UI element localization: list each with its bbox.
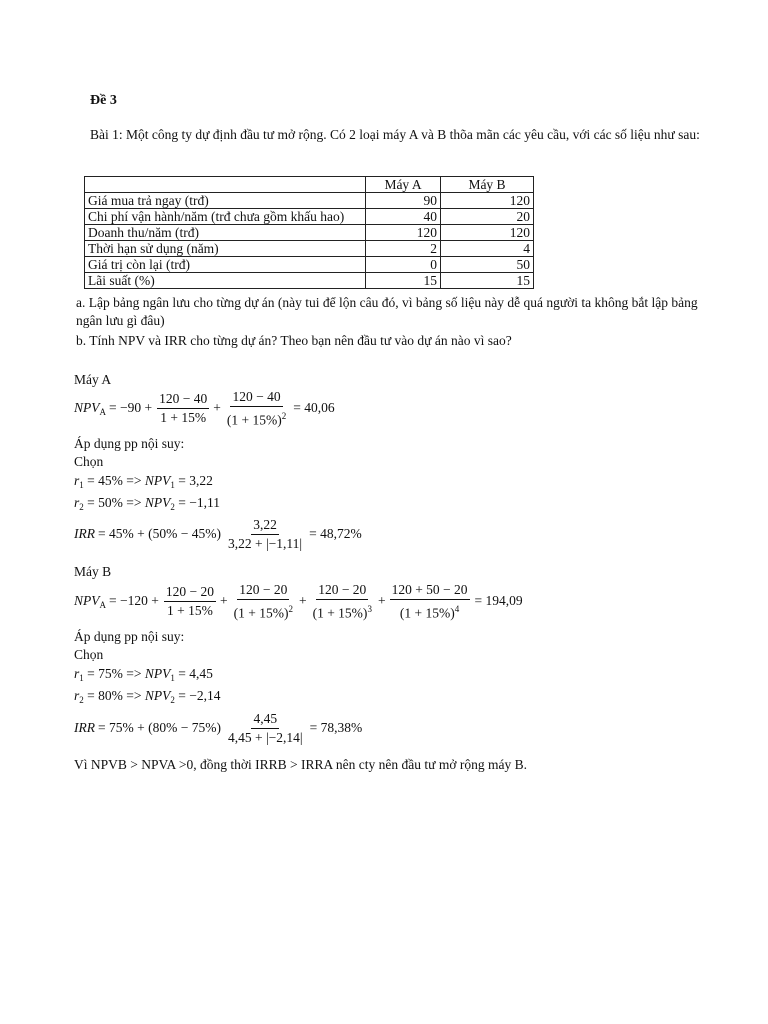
machine-a-npv-equation: $NPV_A$ = −90 + $\frac{120 - 40}{1 + 15\%}$ + $\frac{120 - 40}{(1 + 15\%)^2}$ = 40,06: [74, 389, 335, 428]
method-label: Áp dụng pp nội suy:: [74, 629, 185, 644]
conclusion: Vì NPVB > NPVA >0, đồng thời IRRB > IRRA nên cty nên đầu tư mở rộng máy B.: [74, 757, 527, 772]
machine-a-label: Máy A: [74, 372, 112, 387]
table-cell: 120: [441, 225, 534, 241]
fraction: $\frac{120 - 20}{(1 + 15\%)^2}$: [233, 582, 293, 621]
choose-label: Chọn: [74, 647, 104, 662]
table-cell: 15: [441, 273, 534, 289]
fraction: $\frac{120 - 20}{(1 + 15\%)^3}$: [312, 582, 372, 621]
table-cell: 0: [366, 257, 441, 273]
table-row: [85, 273, 534, 289]
table-row: [85, 209, 534, 225]
table-cell: 2: [366, 241, 441, 257]
problem-intro: Bài 1: Một công ty dự định đầu tư mở rộng. Có 2 loại máy A và B thõa mãn các yêu cầu, với các số liệu như sau:: [90, 127, 700, 142]
machine-b-irr-equation: IRR = 75% + (80% − 75%) $\frac{4,45}{4,45 + |-2,14|}$ = 78,38%: [74, 711, 363, 745]
document-heading: Đề 3: [90, 93, 117, 108]
fraction: $\frac{4,45}{4,45 + |-2,14|}$: [227, 711, 303, 745]
npv-symbol: $NPV_A$: [74, 399, 106, 417]
table-cell: Doanh thu/năm (trđ): [85, 225, 366, 241]
fraction: $\frac{120 + 50 - 20}{(1 + 15\%)^4}$: [391, 582, 468, 621]
rate-2-line: $r_2 = 80\% => NPV_2 = -2,14$: [74, 688, 221, 705]
table-row: [85, 225, 534, 241]
fraction: $\frac{120 - 40}{(1 + 15\%)^2}$: [226, 389, 287, 428]
table-cell: 120: [366, 225, 441, 241]
rate-2-line: $r_2 = 50\% => NPV_2 = -1,11$: [74, 495, 220, 512]
table-cell: 120: [441, 193, 534, 209]
table-cell: 15: [366, 273, 441, 289]
table-cell: Giá trị còn lại (trđ): [85, 257, 366, 273]
fraction: $\frac{120 - 20}{1 + 15\%}$: [165, 584, 214, 619]
table-row: [85, 241, 534, 257]
machine-data-table: [84, 176, 534, 289]
method-label: Áp dụng pp nội suy:: [74, 436, 185, 451]
question-a: a. Lập bảng ngân lưu cho từng dự án (này tui để lộn câu đó, vì bảng số liệu này dễ quá người ta không bắt lập bảng ngân lưu gì đâu): [76, 295, 698, 328]
table-cell: 50: [441, 257, 534, 273]
fraction: $\frac{120 - 40}{1 + 15\%}$: [159, 391, 208, 426]
table-cell: Giá mua trả ngay (trđ): [85, 193, 366, 209]
table-row: [85, 193, 534, 209]
rate-1-line: $r_1 = 45\% => NPV_1 = 3,22$: [74, 473, 213, 490]
machine-a-irr-equation: IRR = 45% + (50% − 45%) $\frac{3,22}{3,22 + |-1,11|}$ = 48,72%: [74, 517, 362, 551]
table-cell: 20: [441, 209, 534, 225]
table-header-row: [85, 177, 534, 193]
table-header-cell: [85, 177, 366, 193]
table-cell: 4: [441, 241, 534, 257]
machine-b-label: Máy B: [74, 564, 112, 579]
question-b: b. Tính NPV và IRR cho từng dự án? Theo bạn nên đầu tư vào dự án nào vì sao?: [76, 333, 512, 348]
table-cell: Lãi suất (%): [85, 273, 366, 289]
npv-result: = 40,06: [293, 400, 335, 416]
npv-symbol: $NPV_A$: [74, 592, 106, 610]
rate-1-line: $r_1 = 75\% => NPV_1 = 4,45$: [74, 666, 213, 683]
table-cell: 40: [366, 209, 441, 225]
npv-prefix: = −90 +: [109, 400, 153, 416]
table-row: [85, 257, 534, 273]
choose-label: Chọn: [74, 454, 104, 469]
fraction: $\frac{3,22}{3,22 + |-1,11|}$: [227, 517, 303, 551]
table-cell: 90: [366, 193, 441, 209]
table-header-cell: Máy A: [366, 177, 441, 193]
machine-b-npv-equation: $NPV_A$ = −120 + $\frac{120 - 20}{1 + 15\%}$ + $\frac{120 - 20}{(1 + 15\%)^2}$ + $\frac{120 - 20}{(1 + 15\%)^3}$ + $\frac{120 + 50 - 20}{(1 + 15\%)^4}$ = 194,09: [74, 582, 523, 621]
table-header-cell: Máy B: [441, 177, 534, 193]
table-cell: Thời hạn sử dụng (năm): [85, 241, 366, 257]
table-cell: Chi phí vận hành/năm (trđ chưa gồm khấu hao): [85, 209, 366, 225]
